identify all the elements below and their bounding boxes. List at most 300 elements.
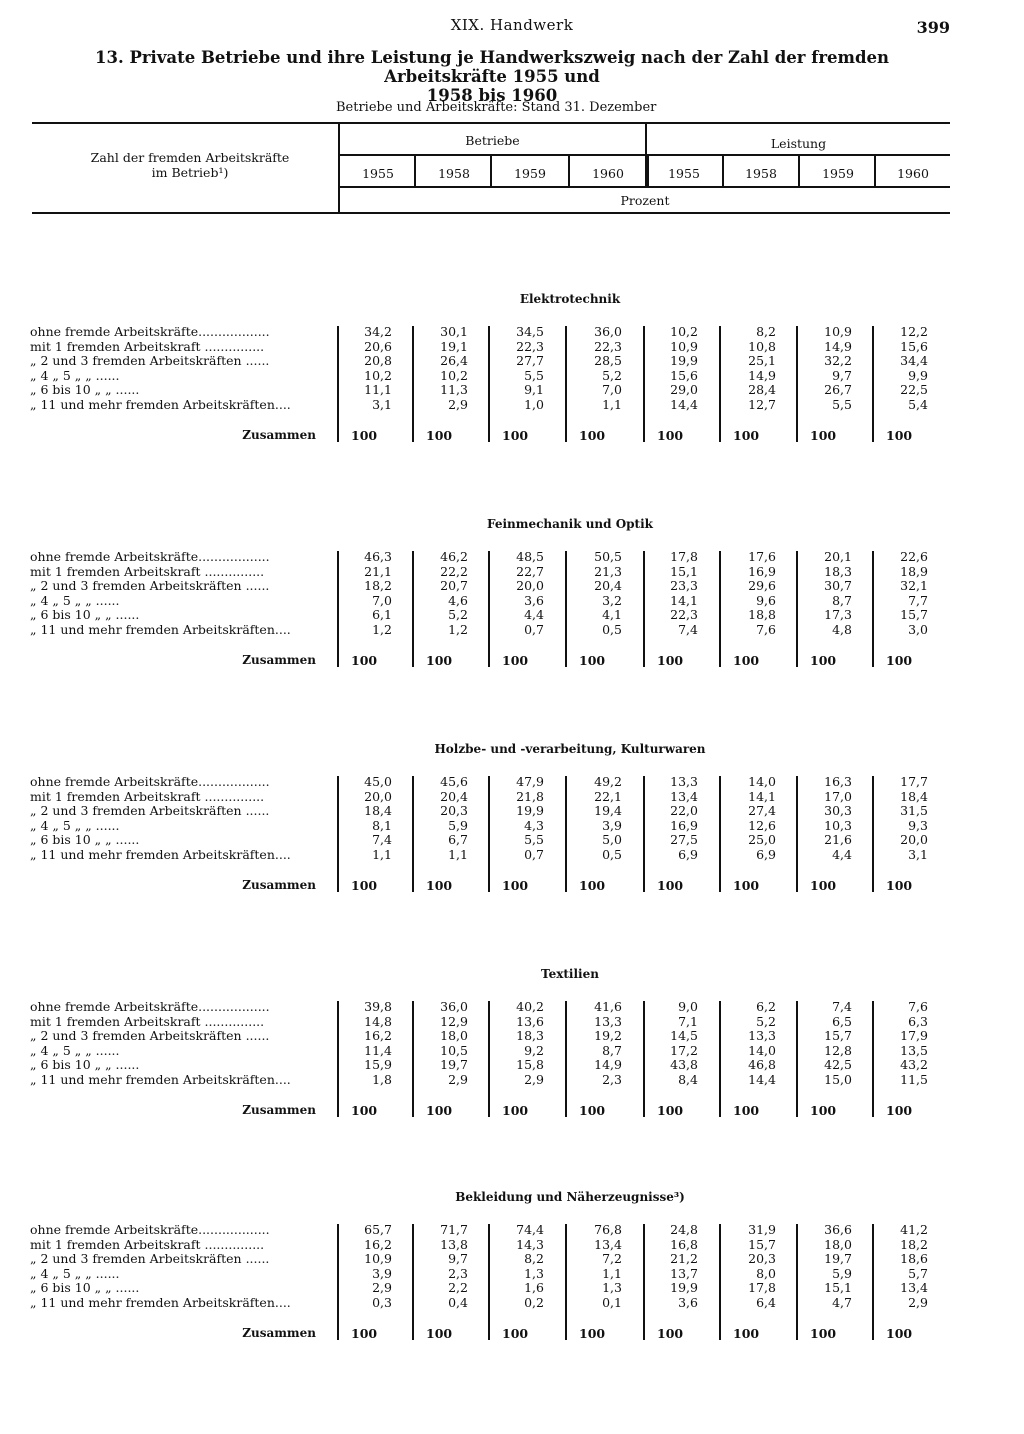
total-row	[30, 653, 970, 668]
table-cell: 20,0	[516, 578, 544, 594]
table-cell: 34,5	[516, 324, 544, 339]
table-cell: 10,2	[670, 324, 698, 339]
total-cell: 100	[426, 877, 453, 893]
total-cell: 100	[657, 877, 684, 893]
table-cell: 76,8	[594, 1222, 622, 1237]
column-rule	[796, 1001, 798, 1117]
table-cell: 9,7	[832, 367, 852, 383]
column-rule	[488, 326, 490, 442]
total-cell: 100	[426, 427, 453, 443]
table-row	[30, 564, 970, 579]
row-label-header-line1: Zahl der fremden Arbeitskräfte	[90, 150, 290, 165]
table-cell: 9,3	[908, 817, 928, 833]
table-cell: 5,5	[832, 397, 852, 412]
table-cell: 15,9	[364, 1057, 392, 1073]
year-header-6: 1959	[822, 166, 854, 181]
table-cell: 16,8	[670, 1236, 698, 1252]
table-cell: 4,4	[832, 847, 852, 862]
total-cell: 100	[733, 652, 760, 668]
column-rule	[872, 776, 874, 892]
table-cell: 21,6	[824, 832, 852, 848]
year-separator	[722, 156, 724, 186]
section-title: Elektrotechnik	[519, 292, 621, 306]
row-label: „ 4 „ 5 „ „ ......	[30, 817, 120, 833]
total-cell: 100	[886, 652, 913, 668]
table-cell: 13,7	[670, 1265, 698, 1281]
row-label: mit 1 fremden Arbeitskraft ...............	[30, 788, 265, 804]
total-cell: 100	[886, 427, 913, 443]
column-rule	[337, 551, 339, 667]
table-cell: 18,3	[516, 1028, 544, 1044]
table-cell: 46,3	[364, 549, 392, 564]
table-cell: 20,4	[594, 578, 622, 594]
table-cell: 15,7	[900, 607, 928, 623]
table-cell: 12,9	[440, 1013, 468, 1029]
table-cell: 14,5	[670, 1028, 698, 1044]
table-cell: 6,3	[908, 1013, 928, 1029]
section-title: Holzbe- und -verarbeitung, Kulturwaren	[434, 742, 706, 756]
row-label: „ 2 und 3 fremden Arbeitskräften ......	[30, 353, 270, 369]
header-year-rule	[340, 186, 950, 188]
table-cell: 20,3	[440, 803, 468, 819]
table-cell: 9,0	[678, 999, 698, 1014]
table-cell: 3,6	[678, 1295, 698, 1310]
table-cell: 3,9	[602, 817, 622, 833]
table-cell: 14,8	[364, 1013, 392, 1029]
table-cell: 5,9	[448, 817, 468, 833]
total-cell: 100	[351, 652, 378, 668]
total-cell: 100	[351, 1102, 378, 1118]
table-cell: 10,9	[824, 324, 852, 339]
column-rule	[643, 1224, 645, 1340]
table-cell: 4,4	[524, 607, 544, 623]
row-label: „ 4 „ 5 „ „ ......	[30, 592, 120, 608]
table-cell: 14,4	[670, 397, 698, 412]
column-rule	[337, 326, 339, 442]
column-rule	[719, 776, 721, 892]
column-rule	[488, 551, 490, 667]
table-cell: 21,3	[594, 563, 622, 579]
table-cell: 13,3	[748, 1028, 776, 1044]
row-label: ohne fremde Arbeitskräfte..................	[30, 999, 270, 1014]
row-label: „ 6 bis 10 „ „ ......	[30, 1057, 140, 1073]
total-cell: 100	[810, 652, 837, 668]
table-cell: 17,3	[824, 607, 852, 623]
column-rule	[337, 776, 339, 892]
table-cell: 32,1	[900, 578, 928, 594]
table-row	[30, 324, 970, 339]
table-row	[30, 1028, 970, 1043]
table-cell: 0,2	[524, 1295, 544, 1310]
year-separator	[647, 156, 649, 186]
table-cell: 2,3	[448, 1265, 468, 1281]
table-cell: 9,7	[448, 1251, 468, 1267]
table-cell: 16,9	[748, 563, 776, 579]
table-cell: 15,7	[824, 1028, 852, 1044]
total-cell: 100	[426, 652, 453, 668]
year-header-5: 1958	[745, 166, 777, 181]
table-cell: 65,7	[364, 1222, 392, 1237]
table-row	[30, 578, 970, 593]
table-row	[30, 1280, 970, 1295]
table-cell: 29,0	[670, 382, 698, 398]
table-cell: 13,3	[670, 774, 698, 789]
table-cell: 22,3	[516, 338, 544, 354]
table-cell: 3,1	[908, 847, 928, 862]
total-label: Zusammen	[242, 1325, 316, 1340]
total-cell: 100	[810, 1102, 837, 1118]
table-cell: 14,0	[748, 1042, 776, 1058]
table-cell: 4,3	[524, 817, 544, 833]
table-cell: 1,2	[448, 622, 468, 637]
year-separator	[490, 156, 492, 186]
table-cell: 5,2	[602, 367, 622, 383]
table-row	[30, 1043, 970, 1058]
total-cell: 100	[502, 877, 529, 893]
total-cell: 100	[886, 877, 913, 893]
table-cell: 6,7	[448, 832, 468, 848]
table-cell: 11,5	[900, 1072, 928, 1087]
table-cell: 41,2	[900, 1222, 928, 1237]
table-cell: 14,9	[824, 338, 852, 354]
table-cell: 8,1	[372, 817, 392, 833]
column-rule	[488, 1224, 490, 1340]
table-row	[30, 353, 970, 368]
table-cell: 6,4	[756, 1295, 776, 1310]
table-row	[30, 1237, 970, 1252]
table-cell: 13,8	[440, 1236, 468, 1252]
table-row	[30, 1014, 970, 1029]
table-cell: 19,1	[440, 338, 468, 354]
column-rule	[643, 551, 645, 667]
column-rule	[872, 1001, 874, 1117]
table-row	[30, 999, 970, 1014]
table-cell: 18,3	[824, 563, 852, 579]
table-cell: 49,2	[594, 774, 622, 789]
table-cell: 0,7	[524, 622, 544, 637]
table-cell: 15,7	[748, 1236, 776, 1252]
table-cell: 3,9	[372, 1265, 392, 1281]
group-header-betriebe: Betriebe	[465, 133, 520, 148]
total-label: Zusammen	[242, 877, 316, 892]
row-label: mit 1 fremden Arbeitskraft ...............	[30, 338, 265, 354]
table-cell: 10,8	[748, 338, 776, 354]
year-header-7: 1960	[897, 166, 929, 181]
column-rule	[719, 551, 721, 667]
table-cell: 6,5	[832, 1013, 852, 1029]
table-cell: 21,2	[670, 1251, 698, 1267]
table-cell: 15,6	[900, 338, 928, 354]
table-cell: 47,9	[516, 774, 544, 789]
table-cell: 1,3	[602, 1280, 622, 1296]
table-cell: 43,2	[900, 1057, 928, 1073]
table-cell: 1,1	[372, 847, 392, 862]
table-cell: 2,9	[372, 1280, 392, 1296]
column-rule	[565, 326, 567, 442]
row-label: mit 1 fremden Arbeitskraft ...............	[30, 563, 265, 579]
table-row	[30, 368, 970, 383]
table-cell: 7,7	[908, 592, 928, 608]
table-title	[32, 48, 952, 105]
table-cell: 8,7	[832, 592, 852, 608]
table-cell: 1,3	[524, 1265, 544, 1281]
total-cell: 100	[502, 1325, 529, 1341]
table-cell: 9,6	[756, 592, 776, 608]
table-cell: 11,3	[440, 382, 468, 398]
table-cell: 14,4	[748, 1072, 776, 1087]
year-header-1: 1958	[438, 166, 470, 181]
table-row	[30, 832, 970, 847]
table-cell: 14,1	[670, 592, 698, 608]
table-cell: 1,0	[524, 397, 544, 412]
year-header-4: 1955	[668, 166, 700, 181]
table-cell: 7,6	[908, 999, 928, 1014]
table-cell: 5,4	[908, 397, 928, 412]
total-row	[30, 1103, 970, 1118]
column-rule	[643, 776, 645, 892]
table-cell: 15,1	[670, 563, 698, 579]
table-cell: 10,9	[364, 1251, 392, 1267]
table-cell: 5,5	[524, 367, 544, 383]
table-cell: 7,4	[678, 622, 698, 637]
table-cell: 5,2	[756, 1013, 776, 1029]
table-cell: 18,8	[748, 607, 776, 623]
table-row	[30, 774, 970, 789]
table-cell: 1,6	[524, 1280, 544, 1296]
table-cell: 48,5	[516, 549, 544, 564]
year-separator	[568, 156, 570, 186]
table-title-line2: 1958 bis 1960	[426, 86, 558, 105]
table-cell: 20,0	[364, 788, 392, 804]
table-cell: 41,6	[594, 999, 622, 1014]
column-rule	[488, 1001, 490, 1117]
table-cell: 17,9	[900, 1028, 928, 1044]
column-rule	[337, 1001, 339, 1117]
table-cell: 34,4	[900, 353, 928, 369]
table-cell: 30,1	[440, 324, 468, 339]
column-rule	[872, 551, 874, 667]
table-cell: 26,4	[440, 353, 468, 369]
table-cell: 1,8	[372, 1072, 392, 1087]
table-cell: 12,2	[900, 324, 928, 339]
table-cell: 31,5	[900, 803, 928, 819]
table-cell: 46,2	[440, 549, 468, 564]
table-cell: 7,1	[678, 1013, 698, 1029]
table-cell: 26,7	[824, 382, 852, 398]
table-row	[30, 1057, 970, 1072]
section-title: Textilien	[541, 967, 599, 981]
total-row	[30, 1326, 970, 1341]
table-cell: 7,4	[832, 999, 852, 1014]
table-cell: 16,2	[364, 1236, 392, 1252]
table-cell: 18,4	[364, 803, 392, 819]
table-cell: 11,4	[364, 1042, 392, 1058]
table-cell: 25,0	[748, 832, 776, 848]
table-cell: 8,7	[602, 1042, 622, 1058]
table-cell: 22,5	[900, 382, 928, 398]
total-row	[30, 878, 970, 893]
table-cell: 1,1	[602, 1265, 622, 1281]
row-label: mit 1 fremden Arbeitskraft ...............	[30, 1013, 265, 1029]
table-cell: 23,3	[670, 578, 698, 594]
table-cell: 7,0	[372, 592, 392, 608]
table-cell: 22,6	[900, 549, 928, 564]
column-rule	[565, 1001, 567, 1117]
table-cell: 1,2	[372, 622, 392, 637]
total-cell: 100	[886, 1325, 913, 1341]
row-label: „ 4 „ 5 „ „ ......	[30, 1265, 120, 1281]
table-cell: 5,5	[524, 832, 544, 848]
total-cell: 100	[733, 427, 760, 443]
group-header-leistung: Leistung	[770, 136, 827, 151]
table-cell: 28,5	[594, 353, 622, 369]
table-cell: 20,0	[900, 832, 928, 848]
table-cell: 19,9	[670, 1280, 698, 1296]
table-cell: 2,9	[524, 1072, 544, 1087]
total-cell: 100	[502, 427, 529, 443]
table-cell: 4,1	[602, 607, 622, 623]
table-cell: 3,1	[372, 397, 392, 412]
year-separator	[414, 156, 416, 186]
year-header-0: 1955	[362, 166, 394, 181]
table-cell: 18,6	[900, 1251, 928, 1267]
table-cell: 7,6	[756, 622, 776, 637]
total-cell: 100	[426, 1325, 453, 1341]
row-label: „ 2 und 3 fremden Arbeitskräften ......	[30, 1028, 270, 1044]
header-group-rule	[340, 154, 950, 156]
table-cell: 20,1	[824, 549, 852, 564]
total-cell: 100	[733, 1325, 760, 1341]
table-cell: 4,8	[832, 622, 852, 637]
table-cell: 22,1	[594, 788, 622, 804]
table-cell: 22,2	[440, 563, 468, 579]
table-row	[30, 397, 970, 412]
table-cell: 36,0	[594, 324, 622, 339]
table-row	[30, 803, 970, 818]
table-cell: 8,2	[524, 1251, 544, 1267]
total-cell: 100	[502, 1102, 529, 1118]
table-cell: 10,3	[824, 817, 852, 833]
table-cell: 7,4	[372, 832, 392, 848]
section-title: Bekleidung und Näherzeugnisse³)	[455, 1190, 685, 1204]
total-cell: 100	[733, 1102, 760, 1118]
table-cell: 21,8	[516, 788, 544, 804]
table-cell: 46,8	[748, 1057, 776, 1073]
row-label: „ 4 „ 5 „ „ ......	[30, 367, 120, 383]
total-cell: 100	[351, 427, 378, 443]
table-cell: 16,9	[670, 817, 698, 833]
table-cell: 19,9	[516, 803, 544, 819]
row-label: „ 11 und mehr fremden Arbeitskräften....	[30, 1072, 291, 1087]
table-cell: 8,0	[756, 1265, 776, 1281]
column-rule	[565, 776, 567, 892]
total-cell: 100	[502, 652, 529, 668]
table-cell: 3,0	[908, 622, 928, 637]
column-rule	[796, 776, 798, 892]
table-cell: 40,2	[516, 999, 544, 1014]
table-cell: 8,4	[678, 1072, 698, 1087]
column-rule	[565, 551, 567, 667]
table-cell: 19,4	[594, 803, 622, 819]
table-cell: 5,2	[448, 607, 468, 623]
table-row	[30, 847, 970, 862]
table-row	[30, 339, 970, 354]
total-cell: 100	[733, 877, 760, 893]
year-separator	[798, 156, 800, 186]
header-top-rule	[32, 122, 950, 124]
table-row	[30, 607, 970, 622]
table-cell: 21,1	[364, 563, 392, 579]
total-cell: 100	[657, 652, 684, 668]
table-cell: 9,9	[908, 367, 928, 383]
table-cell: 1,1	[602, 397, 622, 412]
table-cell: 0,1	[602, 1295, 622, 1310]
table-cell: 20,6	[364, 338, 392, 354]
table-cell: 2,3	[602, 1072, 622, 1087]
table-cell: 17,6	[748, 549, 776, 564]
table-cell: 36,6	[824, 1222, 852, 1237]
table-cell: 36,0	[440, 999, 468, 1014]
table-cell: 24,8	[670, 1222, 698, 1237]
table-cell: 17,2	[670, 1042, 698, 1058]
total-cell: 100	[579, 427, 606, 443]
table-cell: 2,9	[448, 397, 468, 412]
total-cell: 100	[426, 1102, 453, 1118]
table-cell: 18,2	[900, 1236, 928, 1252]
table-cell: 0,7	[524, 847, 544, 862]
total-cell: 100	[579, 1325, 606, 1341]
table-cell: 18,9	[900, 563, 928, 579]
table-cell: 18,4	[900, 788, 928, 804]
table-cell: 16,2	[364, 1028, 392, 1044]
column-rule	[719, 1224, 721, 1340]
row-label: „ 6 bis 10 „ „ ......	[30, 607, 140, 623]
table-cell: 6,1	[372, 607, 392, 623]
table-cell: 3,6	[524, 592, 544, 608]
header-bottom-rule	[32, 212, 950, 214]
table-cell: 1,1	[448, 847, 468, 862]
table-cell: 39,8	[364, 999, 392, 1014]
table-cell: 19,2	[594, 1028, 622, 1044]
table-row	[30, 382, 970, 397]
table-cell: 13,4	[900, 1280, 928, 1296]
table-cell: 27,7	[516, 353, 544, 369]
unit-header: Prozent	[620, 193, 670, 208]
table-cell: 11,1	[364, 382, 392, 398]
column-rule	[796, 1224, 798, 1340]
row-label: „ 4 „ 5 „ „ ......	[30, 1042, 120, 1058]
table-cell: 18,0	[824, 1236, 852, 1252]
total-label: Zusammen	[242, 1102, 316, 1117]
table-cell: 2,9	[448, 1072, 468, 1087]
column-rule	[872, 326, 874, 442]
row-label: „ 11 und mehr fremden Arbeitskräften....	[30, 397, 291, 412]
row-label: ohne fremde Arbeitskräfte..................	[30, 549, 270, 564]
table-cell: 6,2	[756, 999, 776, 1014]
column-rule	[488, 776, 490, 892]
table-row	[30, 1266, 970, 1281]
column-rule	[412, 1224, 414, 1340]
total-cell: 100	[579, 1102, 606, 1118]
table-cell: 0,4	[448, 1295, 468, 1310]
table-cell: 74,4	[516, 1222, 544, 1237]
table-cell: 15,8	[516, 1057, 544, 1073]
row-label: „ 2 und 3 fremden Arbeitskräften ......	[30, 1251, 270, 1267]
table-cell: 22,3	[670, 607, 698, 623]
table-cell: 27,5	[670, 832, 698, 848]
table-cell: 20,8	[364, 353, 392, 369]
row-label: „ 11 und mehr fremden Arbeitskräften....	[30, 622, 291, 637]
